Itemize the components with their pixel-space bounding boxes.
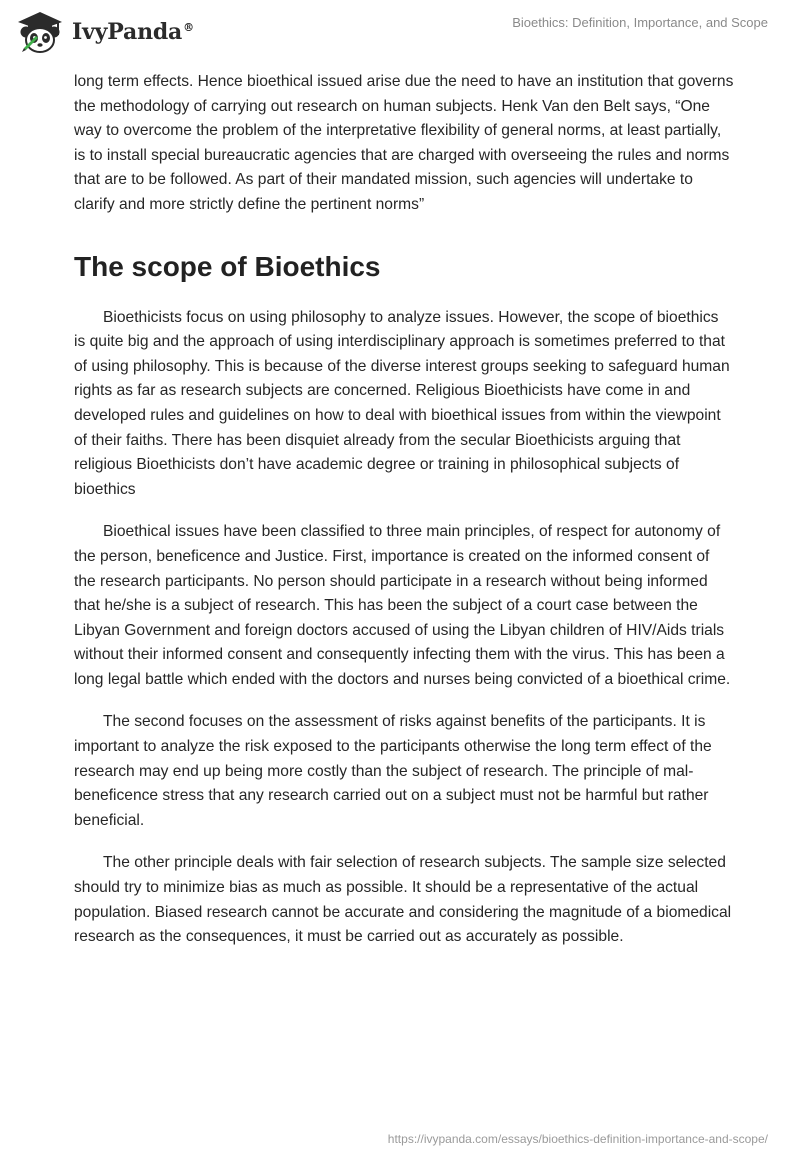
source-url[interactable]: https://ivypanda.com/essays/bioethics-definition-importance-and-scope/ bbox=[387, 1132, 768, 1146]
body-paragraph: The other principle deals with fair selection of research subjects. The sample size selected should try to minimize bias as much as possible. It should be a representative of the actual population. Biased research cannot be accurate and considering the magnitude of a biomedical research as the consequences, it must be carried out as accurately as possible. bbox=[74, 854, 732, 946]
body-paragraph: The second focuses on the assessment of risks against benefits of the participants. It is important to analyze the risk exposed to the participants otherwise the long term effect of the research may end up being more costly than the subject of research. The principle of mal-beneficence stress that any research carried out on a subject must not be harmful but rather beneficial. bbox=[74, 713, 712, 829]
body-paragraph: Bioethical issues have been classified to three main principles, of respect for autonomy of the person, beneficence and Justice. First, importance is created on the informed consent of the research participants. No person should participate in a research without being informed that he/she is a subject of research. This has been the subject of a court case between the Libyan Government and foreign doctors accused of using the Libyan children of HIV/Aids trials without their informed consent and consequently infecting them with the virus. This has been a long legal battle which ended with the doctors and nurses being convicted of a bioethical crime. bbox=[74, 523, 731, 688]
panda-logo-icon bbox=[14, 6, 66, 58]
brand-name: IvyPanda® bbox=[72, 19, 194, 45]
intro-paragraph: long term effects. Hence bioethical issued arise due the need to have an institution that governs the methodology of carrying out research on human subjects. Henk Van den Belt says, “One way to overcome the problem of the interpretative flexibility of general norms, at least partially, is to install special bureaucratic agencies that are charged with overseeing the rules and norms that are to be followed. As part of their mandated mission, such agencies will undertake to clarify and more strictly define the pertinent norms” bbox=[74, 73, 734, 213]
page-header bbox=[0, 0, 800, 70]
section-heading: The scope of Bioethics bbox=[74, 250, 381, 282]
article-body bbox=[74, 70, 734, 968]
brand-logo[interactable] bbox=[14, 6, 194, 58]
document-title: Bioethics: Definition, Importance, and Scope bbox=[512, 15, 768, 30]
body-paragraph: Bioethicists focus on using philosophy to analyze issues. However, the scope of bioethics is quite big and the approach of using interdisciplinary approach is sometimes preferred to that of using philosophy. This is because of the diverse interest groups seeking to safeguard human rights as far as research subjects are concerned. Religious Bioethicists have come in and developed rules and guidelines on how to deal with bioethical issues from within the viewpoint of their faiths. There has been disquiet already from the secular Bioethicists arguing that religious Bioethicists don’t have academic degree or training in philosophical subjects of bioethics bbox=[74, 308, 730, 498]
